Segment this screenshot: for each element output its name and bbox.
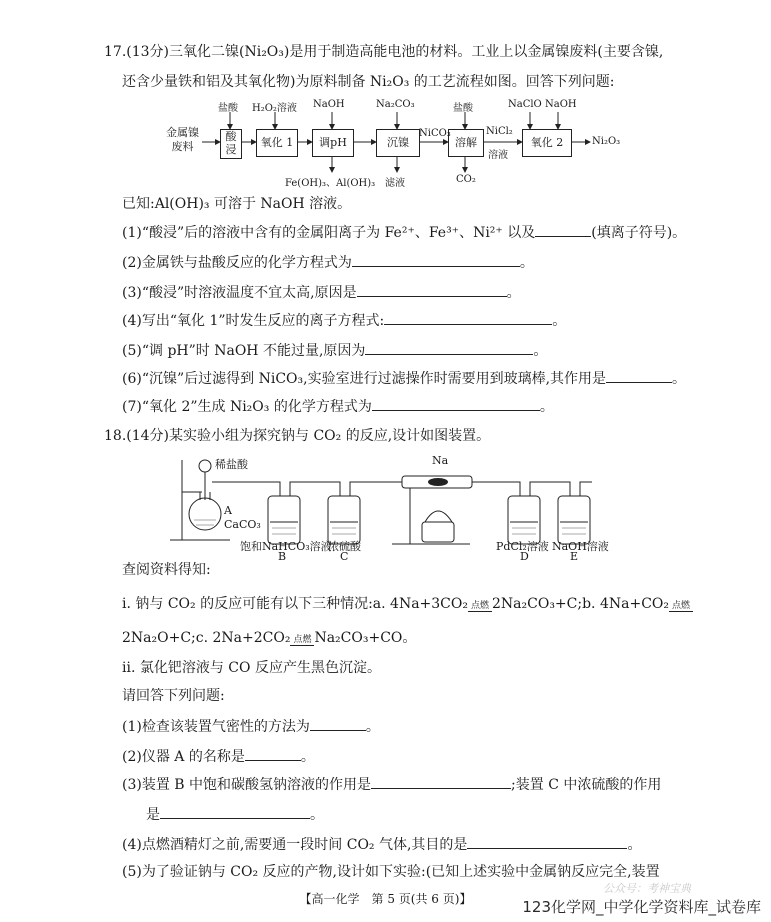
label-b-solution: 饱和NaHCO₃溶液 [240, 540, 332, 553]
label-c: C [340, 550, 349, 563]
q17-item-6: (6)“沉镍”后过滤得到 NiCO₃,实验室进行过滤操作时需要用到玻璃棒,其作用是 。 [122, 368, 686, 389]
q18-item-5: (5)为了验证钠与 CO₂ 反应的产物,设计如下实验:(已知上述实验中金属钠反应完全,装置 [122, 864, 660, 880]
condition-ignite: 点燃 [290, 636, 314, 646]
flow-start-label: 金属镍 废料 [166, 126, 199, 153]
label-caco3: CaCO₃ [224, 518, 261, 531]
flow-box-precipitate-ni: 沉镍 [376, 129, 420, 157]
watermark: 123化学网_中学化学资料库_试卷库 [522, 898, 761, 916]
q17-item-1: (1)“酸浸”后的溶液中含有的金属阳离子为 Fe²⁺、Fe³⁺、Ni²⁺ 以及 (填离子符号)。 [122, 222, 686, 243]
watermark-faint: 公众号：考神宝典 [603, 882, 691, 895]
flow-input-h2o2: H₂O₂溶液 [252, 103, 297, 114]
flow-label-nicl2: NiCl₂ [486, 126, 513, 137]
q18-item-1: (1)检查该装置气密性的方法为 。 [122, 716, 380, 737]
answer-blank[interactable] [245, 746, 301, 761]
q17-intro-line2: 还含少量铁和铝及其氧化物)为原料制备 Ni₂O₃ 的工艺流程如图。回答下列问题: [122, 74, 615, 90]
q18-ref-2: 2Na₂O+C;c. 2Na+2CO₂ 点燃 Na₂CO₃+CO。 [122, 630, 417, 646]
answer-blank[interactable] [372, 396, 540, 411]
flow-input-na2co3: Na₂CO₃ [376, 99, 415, 110]
answer-blank[interactable] [160, 804, 310, 819]
q18-item-2: (2)仪器 A 的名称是 。 [122, 746, 315, 767]
label-e-solution: NaOH溶液 [552, 540, 609, 553]
answer-blank[interactable] [357, 282, 507, 297]
flow-input-hcl-1: 盐酸 [218, 103, 238, 114]
answer-blank[interactable] [310, 716, 366, 731]
condition-ignite: 点燃 [468, 602, 492, 612]
label-e: E [570, 550, 579, 563]
flow-box-oxidation2: 氧化 2 [522, 129, 572, 157]
flow-output-hydroxides: Fe(OH)₃、Al(OH)₃ [285, 178, 376, 189]
q18-ask: 请回答下列问题: [122, 688, 225, 704]
process-flow-diagram [160, 96, 620, 196]
label-d: D [520, 550, 529, 563]
q17-item-5: (5)“调 pH”时 NaOH 不能过量,原因为 。 [122, 340, 547, 361]
label-na: Na [432, 454, 449, 467]
q18-ref-title: 查阅资料得知: [122, 562, 211, 578]
label-c-solution: 浓硫酸 [328, 540, 361, 553]
answer-blank[interactable] [352, 252, 520, 267]
answer-blank[interactable] [371, 774, 511, 789]
answer-blank[interactable] [535, 222, 591, 237]
q17-intro-line1: 17.(13分)三氧化二镍(Ni₂O₃)是用于制造高能电池的材料。工业上以金属镍废料(主要含镍, [104, 44, 664, 60]
q18-item-3: (3)装置 B 中饱和碳酸氢钠溶液的作用是 ;装置 C 中浓硫酸的作用 [122, 774, 661, 795]
flow-input-naoh-1: NaOH [313, 99, 345, 110]
flow-label-solution: 溶液 [488, 150, 508, 161]
flow-label-nico3: NiCO₃ [419, 128, 451, 139]
flow-output-filtrate: 滤液 [385, 178, 405, 189]
q17-known: 已知:Al(OH)₃ 可溶于 NaOH 溶液。 [122, 196, 352, 212]
flow-box-acid-leach: 酸浸 [220, 129, 242, 159]
flow-input-hcl-2: 盐酸 [453, 103, 473, 114]
apparatus-diagram [160, 452, 620, 564]
flow-box-adjust-ph: 调pH [312, 129, 354, 157]
q17-item-4: (4)写出“氧化 1”时发生反应的离子方程式: 。 [122, 310, 566, 331]
flow-box-dissolve: 溶解 [448, 129, 484, 157]
answer-blank[interactable] [365, 340, 533, 355]
label-instrument-a: A [224, 504, 232, 517]
q17-item-7: (7)“氧化 2”生成 Ni₂O₃ 的化学方程式为 。 [122, 396, 554, 417]
flow-input-naoh-2: NaOH [545, 99, 577, 110]
answer-blank[interactable] [467, 834, 627, 849]
q18-item-3-cont: 是 。 [146, 804, 324, 825]
q18-ref-1: ⅰ. 钠与 CO₂ 的反应可能有以下三种情况:a. 4Na+3CO₂ 点燃 2Na₂CO₃+C;b. 4Na+CO₂ 点燃 [122, 594, 693, 614]
flow-box-oxidation1: 氧化 1 [256, 129, 298, 157]
condition-ignite: 点燃 [669, 602, 693, 612]
page-footer: 【高一化学 第 5 页(共 6 页)】 [299, 892, 472, 906]
label-d-solution: PdCl₂溶液 [496, 540, 549, 553]
flow-product: Ni₂O₃ [592, 136, 621, 147]
flow-input-naclo: NaClO [508, 99, 542, 110]
flow-output-co2: CO₂ [456, 174, 476, 185]
q18-item-4: (4)点燃酒精灯之前,需要通一段时间 CO₂ 气体,其目的是 。 [122, 834, 641, 855]
label-b: B [278, 550, 287, 563]
label-dilute-hcl: 稀盐酸 [215, 458, 248, 471]
q18-ref-3: ⅱ. 氯化钯溶液与 CO 反应产生黑色沉淀。 [122, 660, 381, 676]
q17-item-2: (2)金属铁与盐酸反应的化学方程式为 。 [122, 252, 534, 273]
q17-item-3: (3)“酸浸”时溶液温度不宜太高,原因是 。 [122, 282, 521, 303]
answer-blank[interactable] [606, 368, 672, 383]
q18-intro: 18.(14分)某实验小组为探究钠与 CO₂ 的反应,设计如图装置。 [104, 428, 491, 444]
answer-blank[interactable] [384, 310, 552, 325]
